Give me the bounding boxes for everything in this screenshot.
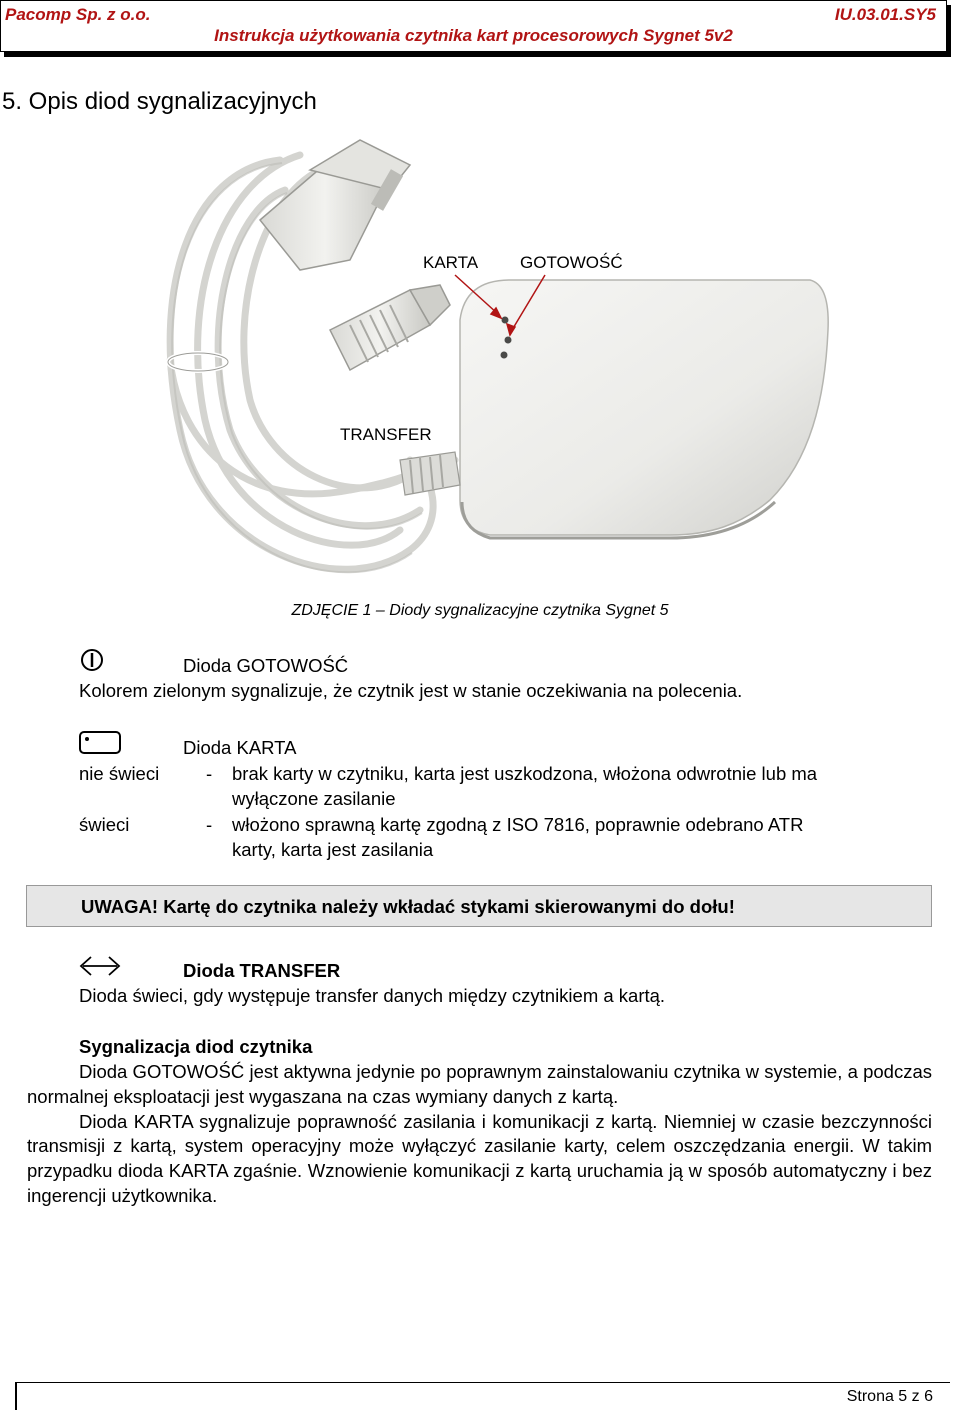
led-gotowosc xyxy=(505,337,512,344)
warning-text: UWAGA! Kartę do czytnika należy wkładać stykami skierowanymi do dołu! xyxy=(81,896,735,917)
strain-relief xyxy=(400,452,460,495)
signaling-heading: Sygnalizacja diod czytnika xyxy=(79,1036,313,1057)
double-arrow-icon xyxy=(77,954,123,978)
ps2-connector xyxy=(330,285,450,370)
signaling-paragraph-2: Dioda KARTA sygnalizuje poprawność zasilania i komunikacji z kartą. Niemniej w czasie bezczynności transmisji z kartą, system operacyjny może wyłączyć zasilanie karty, celem oszczędzania energii. W takim przypadku dioda KARTA zgaśnie. Wznowienie komunikacji z kartą uruchamia ją w sposób automatyczny i bez ingerencji użytkownika. xyxy=(27,1110,932,1206)
footer-tick xyxy=(15,1382,17,1410)
document-id: IU.03.01.SY5 xyxy=(834,5,936,24)
figure-caption: ZDJĘCIE 1 – Diody sygnalizacyjne czytnika Sygnet 5 xyxy=(291,602,669,619)
gotowosc-text: Kolorem zielonym sygnalizuje, że czytnik jest w stanie oczekiwania na polecenia. xyxy=(79,680,743,701)
label-transfer: TRANSFER xyxy=(340,425,432,444)
reader-body xyxy=(460,280,828,535)
label-gotowosc: GOTOWOŚĆ xyxy=(520,253,623,272)
document-title: Instrukcja użytkowania czytnika kart procesorowych Sygnet 5v2 xyxy=(214,26,733,45)
label-karta: KARTA xyxy=(423,253,479,272)
karta-dash-off: - xyxy=(206,763,213,784)
karta-state-off: nie świeci xyxy=(79,763,160,784)
footer-rule xyxy=(15,1382,950,1383)
signaling-body xyxy=(27,1060,932,1209)
karta-dash-on: - xyxy=(206,814,213,835)
karta-state-on: świeci xyxy=(79,814,130,835)
page-number: Strona 5 z 6 xyxy=(846,1388,933,1405)
warning-box xyxy=(26,885,932,927)
signaling-paragraph-1: Dioda GOTOWOŚĆ jest aktywna jedynie po poprawnym zainstalowaniu czytnika w systemie, a podczas normalnej eksploatacji jest wygaszana na czas wymiany danych z kartą. xyxy=(27,1061,932,1107)
led-karta xyxy=(502,317,509,324)
page-header xyxy=(0,0,947,52)
karta-desc-off-1: brak karty w czytniku, karta jest uszkodzona, włożona odwrotnie lub ma xyxy=(232,763,818,784)
led-transfer xyxy=(501,352,508,359)
section-title: 5. Opis diod sygnalizacyjnych xyxy=(2,88,317,115)
reader-photo xyxy=(110,130,850,600)
transfer-heading: Dioda TRANSFER xyxy=(183,960,341,981)
karta-heading: Dioda KARTA xyxy=(183,737,297,758)
power-standby-icon xyxy=(80,648,104,672)
company-name: Pacomp Sp. z o.o. xyxy=(5,5,151,24)
gotowosc-heading: Dioda GOTOWOŚĆ xyxy=(183,655,349,676)
karta-desc-off-2: wyłączone zasilanie xyxy=(232,788,396,809)
karta-desc-on-2: karty, karta jest zasilania xyxy=(232,839,434,860)
karta-desc-on-1: włożono sprawną kartę zgodną z ISO 7816, poprawnie odebrano ATR xyxy=(232,814,804,835)
card-icon xyxy=(79,731,121,755)
transfer-text: Dioda świeci, gdy występuje transfer danych między czytnikiem a kartą. xyxy=(79,985,666,1006)
